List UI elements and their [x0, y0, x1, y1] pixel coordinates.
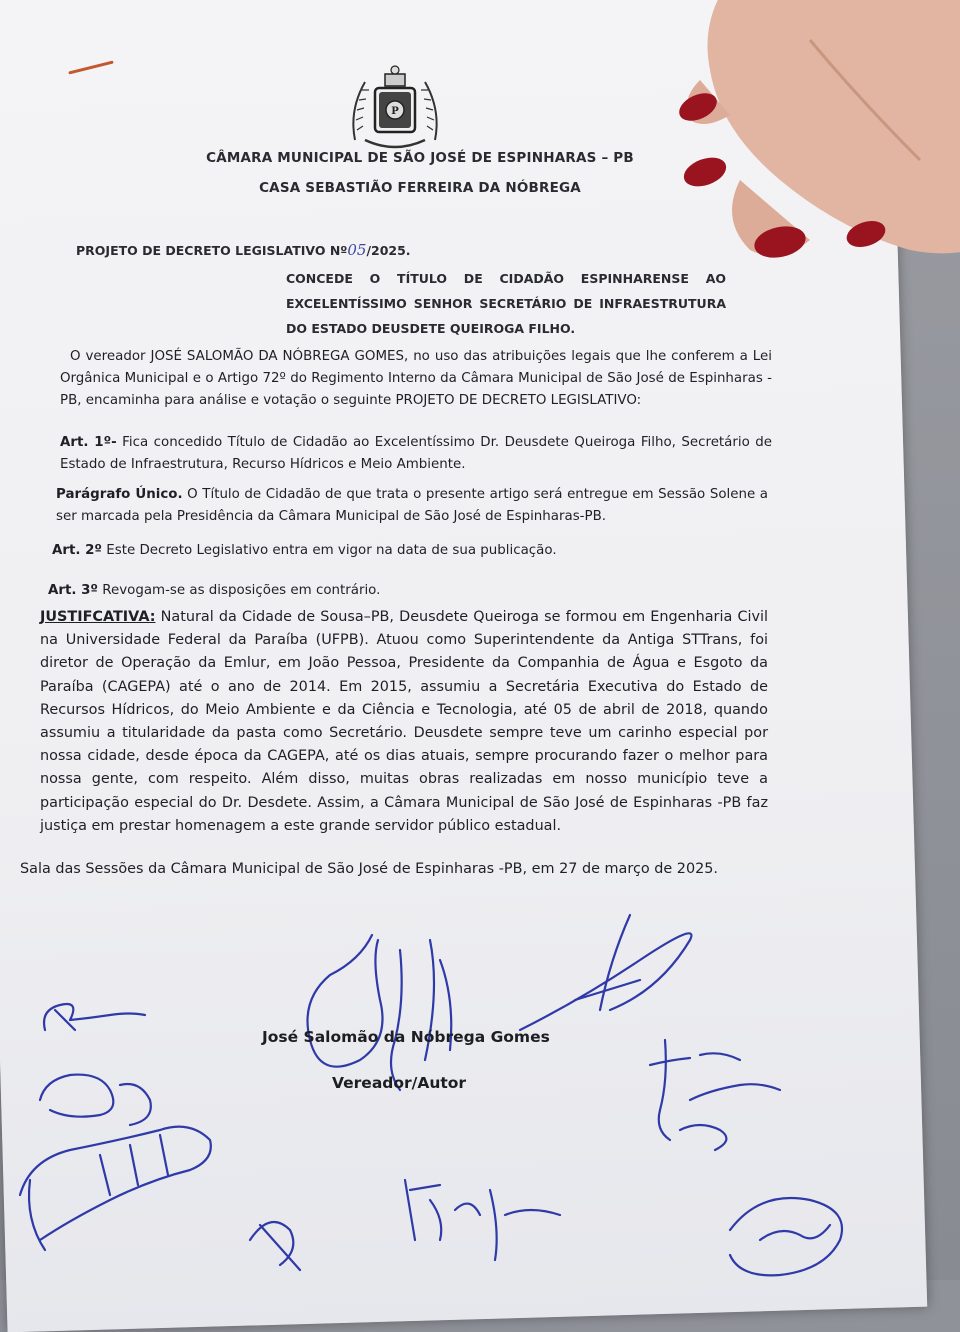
intro-paragraph: O vereador JOSÉ SALOMÃO DA NÓBREGA GOMES, no uso das atribuições legais que lhe conferem a Lei Orgânica Municipal e o Artigo 72º do Regimento Interno da Câmara Municipal de São José de Espinharas - PB, encaminha para análise e votação o seguinte PROJETO DE DECRETO LEGISLATIVO: [60, 349, 772, 408]
house-heading: CASA SEBASTIÃO FERREIRA DA NÓBREGA [259, 180, 581, 196]
sole-paragraph [56, 484, 768, 528]
article-3 [48, 580, 760, 602]
article-1-label: Art. 1º- [60, 435, 117, 450]
session-date-line: Sala das Sessões da Câmara Municipal de São José de Espinharas -PB, em 27 de março de 2025. [20, 861, 719, 877]
institution-heading: CÂMARA MUNICIPAL DE SÃO JOSÉ DE ESPINHARAS – PB [206, 150, 634, 166]
article-3-label: Art. 3º [48, 583, 98, 598]
article-1 [60, 432, 772, 476]
justification-label: JUSTIFCATIVA: [40, 609, 156, 625]
signatory-name: José Salomão da Nóbrega Gomes [262, 1028, 550, 1046]
hand-photo-element [660, 0, 960, 290]
crest-emblem-letter: P [391, 106, 399, 117]
sole-paragraph-label: Parágrafo Único. [56, 487, 183, 502]
project-title [76, 241, 411, 259]
project-title-prefix: PROJETO DE DECRETO LEGISLATIVO Nº [76, 243, 348, 258]
justification-text: Natural da Cidade de Sousa–PB, Deusdete Queiroga se formou em Engenharia Civil na Universidade Federal da Paraíba (UFPB). Atuou como Superintendente da Antiga STTrans, foi diretor de Operação da Emlur, em João Pessoa, Presidente da Companhia de Água e Esgoto da Paraíba (CAGEPA) até o ano de 2014. Em 2015, assumiu a Secretária Executiva do Estado de Recursos Hídricos, do Meio Ambiente e da Ciência e Tecnologia, até 05 de abril de 2018, quando assumiu a titularidade da pasta como Secretário. Deusdete sempre teve um carinho especial por nossa cidade, desde época da CAGEPA, até os dias atuais, sempre procurando fazer o melhor para nossa gente, com respeito. Além disso, muitas obras realizadas em nosso município teve a participação especial do Dr. Desdete. Assim, a Câmara Municipal de São José de Espinharas -PB faz justiça em prestar homenagem a este grande servidor público estadual. [40, 609, 768, 834]
justification [40, 606, 768, 838]
municipal-crest-icon [345, 60, 445, 160]
article-2-text: Este Decreto Legislativo entra em vigor na data de sua publicação. [102, 543, 557, 558]
project-number: 05 [347, 241, 367, 259]
article-1-text: Fica concedido Título de Cidadão ao Excelentíssimo Dr. Deusdete Queiroga Filho, Secretário de Estado de Infraestrutura, Recurso Hídricos e Meio Ambiente. [60, 435, 772, 472]
project-year: /2025. [366, 243, 411, 258]
project-ementa: CONCEDE O TÍTULO DE CIDADÃO ESPINHARENSE AO EXCELENTÍSSIMO SENHOR SECRETÁRIO DE INFRAESTRUTURA DO ESTADO DEUSDETE QUEIROGA FILHO. [286, 271, 726, 336]
signatory-role: Vereador/Autor [332, 1074, 467, 1092]
sole-paragraph-text: O Título de Cidadão de que trata o presente artigo será entregue em Sessão Solene a ser marcada pela Presidência da Câmara Municipal de São José de Espinharas-PB. [56, 487, 768, 524]
article-2 [52, 540, 764, 562]
article-3-text: Revogam-se as disposições em contrário. [98, 583, 381, 598]
article-2-label: Art. 2º [52, 543, 102, 558]
